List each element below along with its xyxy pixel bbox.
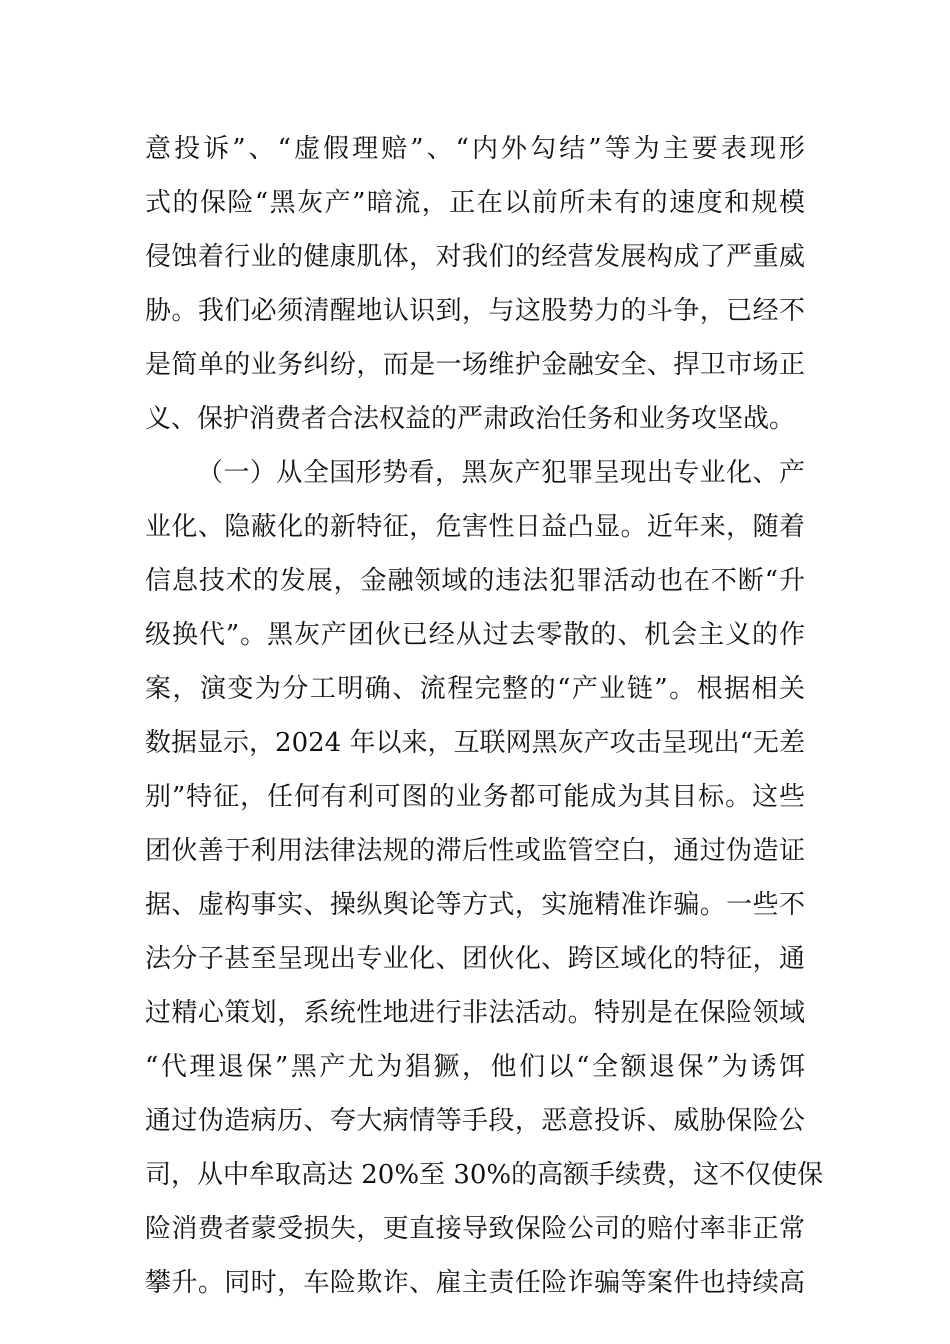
section-heading-line: （一）从全国形势看，黑灰产犯罪呈现出专业化、产 [197, 458, 805, 488]
text-line: 级换代”。黑灰产团伙已经从过去零散的、机会主义的作 [145, 620, 805, 650]
text-line: 团伙善于利用法律法规的滞后性或监管空白，通过伪造证 [145, 836, 805, 866]
text-line: 通过伪造病历、夸大病情等手段，恶意投诉、威胁保险公 [145, 1106, 805, 1136]
text-line: 式的保险“黑灰产”暗流，正在以前所未有的速度和规模 [145, 188, 805, 218]
text-line: 司，从中牟取高达 20%至 30%的高额手续费，这不仅使保 [145, 1160, 824, 1190]
text-line: 是简单的业务纠纷，而是一场维护金融安全、捍卫市场正 [145, 350, 805, 380]
text-line: 险消费者蒙受损失，更直接导致保险公司的赔付率非正常 [145, 1214, 805, 1244]
text-line: 数据显示，2024 年以来，互联网黑灰产攻击呈现出“无差 [145, 728, 805, 758]
text-line: 过精心策划，系统性地进行非法活动。特别是在保险领域 [145, 998, 805, 1028]
text-line: 业化、隐蔽化的新特征，危害性日益凸显。近年来，随着 [145, 512, 805, 542]
text-line: 攀升。同时，车险欺诈、雇主责任险诈骗等案件也持续高 [145, 1268, 805, 1298]
text-line: 法分子甚至呈现出专业化、团伙化、跨区域化的特征，通 [145, 944, 805, 974]
text-line: 意投诉”、“虚假理赔”、“内外勾结”等为主要表现形 [145, 134, 805, 164]
text-line: “代理退保”黑产尤为猖獗，他们以“全额退保”为诱饵 [145, 1052, 805, 1082]
text-line: 别”特征，任何有利可图的业务都可能成为其目标。这些 [145, 782, 805, 812]
text-line: 胁。我们必须清醒地认识到，与这股势力的斗争，已经不 [145, 296, 805, 326]
text-line: 侵蚀着行业的健康肌体，对我们的经营发展构成了严重威 [145, 242, 805, 272]
text-line: 信息技术的发展，金融领域的违法犯罪活动也在不断“升 [145, 566, 805, 596]
text-line: 义、保护消费者合法权益的严肃政治任务和业务攻坚战。 [145, 404, 796, 434]
text-line: 据、虚构事实、操纵舆论等方式，实施精准诈骗。一些不 [145, 890, 805, 920]
text-line: 案，演变为分工明确、流程完整的“产业链”。根据相关 [145, 674, 805, 704]
